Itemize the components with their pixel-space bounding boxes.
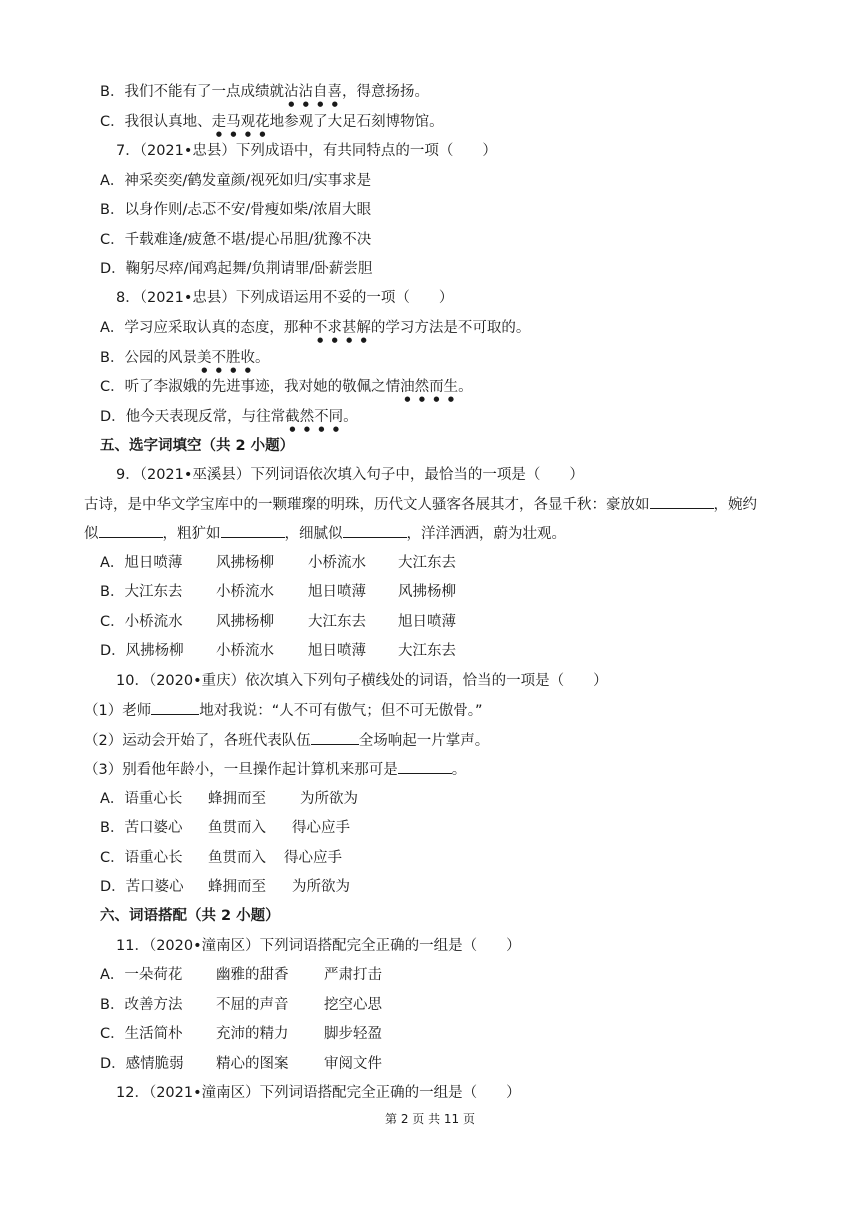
- q10-option-c: [100, 848, 342, 868]
- passage-text: 似: [84, 526, 99, 542]
- option-word: 蜂拥而至: [208, 791, 266, 807]
- sentence-text: （3）别看他年龄小，一旦操作起计算机来那可是: [84, 762, 398, 778]
- question-8: 8．（2021•忠县）下列成语运用不妥的一项（ ）: [116, 290, 454, 306]
- q10-sentence-3: [84, 759, 466, 780]
- dotted-idiom: 截然不同: [285, 409, 344, 425]
- passage-text: ，粗犷如: [162, 526, 221, 542]
- option-word: 严肃打击: [324, 967, 382, 983]
- option-label: B．苦口婆心: [100, 820, 183, 836]
- option-label: A．一朵荷花: [100, 967, 183, 983]
- option-label: B．改善方法: [100, 997, 183, 1013]
- dotted-idiom: 不求甚解: [312, 320, 371, 336]
- option-word: 幽雅的甜香: [216, 967, 289, 983]
- q10-sentence-2: [84, 730, 489, 751]
- option-word: 审阅文件: [324, 1056, 382, 1072]
- option-label: D．风拂杨柳: [100, 643, 184, 659]
- q8-option-b: [100, 348, 269, 374]
- q11-option-b: [100, 995, 382, 1015]
- q8-option-c: [100, 377, 473, 403]
- sentence-text: 。: [451, 762, 467, 778]
- option-text: 。: [458, 379, 473, 395]
- option-word: 风拂杨柳: [216, 555, 274, 571]
- option-word: 为所欲为: [300, 791, 358, 807]
- q9-option-c: [100, 612, 456, 632]
- q9-passage-line-2: [84, 523, 566, 544]
- option-text: B．公园的风景: [100, 350, 197, 366]
- option-word: 得心应手: [292, 820, 350, 836]
- option-text: ，得意扬扬。: [341, 84, 429, 100]
- q7-option-c: C．千载难逢/疲惫不堪/提心吊胆/犹豫不决: [100, 232, 372, 248]
- q9-option-b: [100, 582, 456, 602]
- option-word: 鱼贯而入: [208, 820, 266, 836]
- section-5-heading: 五、选字词填空（共 2 小题）: [100, 438, 295, 454]
- sentence-text: （1）老师: [84, 703, 152, 719]
- q8-option-d: [100, 407, 358, 433]
- option-label: C．语重心长: [100, 850, 183, 866]
- option-text: C．听了李淑娥的先进事迹，我对她的敬佩之情: [100, 379, 401, 395]
- option-text: D．他今天表现反常，与往常: [100, 409, 286, 425]
- section-6-heading: 六、词语搭配（共 2 小题）: [100, 908, 280, 924]
- sentence-text: （2）运动会开始了，各班代表队伍: [84, 733, 311, 749]
- dotted-idiom: 油然而生: [400, 379, 459, 395]
- option-word: 大江东去: [398, 555, 456, 571]
- question-7: 7．（2021•忠县）下列成语中，有共同特点的一项（ ）: [116, 143, 497, 159]
- option-line-c: [100, 112, 444, 138]
- fill-blank: [311, 730, 359, 745]
- option-label: C．小桥流水: [100, 614, 183, 630]
- option-word: 风拂杨柳: [216, 614, 274, 630]
- option-word: 脚步轻盈: [324, 1026, 382, 1042]
- q9-passage-line-1: [84, 494, 757, 515]
- q10-sentence-1: [84, 700, 483, 721]
- option-text: A．学习应采取认真的态度，那种: [100, 320, 313, 336]
- option-word: 小桥流水: [216, 584, 274, 600]
- option-text: B．我们不能有了一点成绩就: [100, 84, 284, 100]
- question-9: 9．（2021•巫溪县）下列词语依次填入句子中，最恰当的一项是（ ）: [116, 467, 584, 483]
- option-word: 精心的图案: [216, 1056, 289, 1072]
- option-word: 为所欲为: [292, 879, 350, 895]
- fill-blank: [221, 523, 285, 538]
- fill-blank: [99, 523, 163, 538]
- passage-text: 古诗，是中华文学宝库中的一颗璀璨的明珠，历代文人骚客各展其才，各显千秋：豪放如: [84, 497, 650, 513]
- option-line-b: [100, 82, 429, 108]
- dotted-idiom: 沾沾自喜: [283, 84, 342, 100]
- passage-text: ，细腻似: [284, 526, 343, 542]
- option-word: 蜂拥而至: [208, 879, 266, 895]
- question-11: 11．（2020•潼南区）下列词语搭配完全正确的一组是（ ）: [116, 938, 521, 954]
- option-word: 充沛的精力: [216, 1026, 289, 1042]
- option-label: C．生活简朴: [100, 1026, 183, 1042]
- passage-text: ，洋洋洒洒，蔚为壮观。: [406, 526, 566, 542]
- option-label: B．大江东去: [100, 584, 183, 600]
- q11-option-c: [100, 1024, 382, 1044]
- option-word: 得心应手: [284, 850, 342, 866]
- q10-option-d: [100, 877, 350, 897]
- option-label: A．旭日喷薄: [100, 555, 183, 571]
- q9-option-a: [100, 553, 456, 573]
- option-word: 大江东去: [398, 643, 456, 659]
- option-text: 地参观了大足石刻博物馆。: [269, 114, 444, 130]
- passage-text: ，婉约: [713, 497, 757, 513]
- sentence-text: 地对我说：“人不可有傲气；但不可无傲骨。”: [199, 703, 483, 719]
- option-label: D．苦口婆心: [100, 879, 184, 895]
- q11-option-d: [100, 1054, 382, 1074]
- option-text: C．我很认真地、: [100, 114, 212, 130]
- option-word: 旭日喷薄: [308, 643, 366, 659]
- option-word: 旭日喷薄: [308, 584, 366, 600]
- fill-blank: [343, 523, 407, 538]
- fill-blank: [398, 759, 452, 774]
- option-text: 。: [343, 409, 358, 425]
- option-word: 风拂杨柳: [398, 584, 456, 600]
- option-label: D．感情脆弱: [100, 1056, 184, 1072]
- fill-blank: [151, 700, 199, 715]
- question-10: 10．（2020•重庆）依次填入下列句子横线处的词语，恰当的一项是（ ）: [116, 673, 608, 689]
- option-text: 。: [254, 350, 270, 366]
- option-text: 的学习方法是不可取的。: [370, 320, 531, 336]
- option-word: 鱼贯而入: [208, 850, 266, 866]
- q11-option-a: [100, 965, 382, 985]
- option-word: 不屈的声音: [216, 997, 289, 1013]
- option-word: 旭日喷薄: [398, 614, 456, 630]
- option-word: 小桥流水: [216, 643, 274, 659]
- q9-option-d: [100, 641, 456, 661]
- q8-option-a: [100, 318, 530, 344]
- option-word: 小桥流水: [308, 555, 366, 571]
- q10-option-a: [100, 789, 358, 809]
- q7-option-a: A．神采奕奕/鹤发童颜/视死如归/实事求是: [100, 173, 372, 189]
- dotted-idiom: 美不胜收: [196, 350, 255, 366]
- fill-blank: [650, 494, 714, 509]
- sentence-text: 全场响起一片掌声。: [358, 733, 490, 749]
- q7-option-b: B．以身作则/忐忑不安/骨瘦如柴/浓眉大眼: [100, 202, 372, 218]
- question-12: 12．（2021•潼南区）下列词语搭配完全正确的一组是（ ）: [116, 1085, 521, 1101]
- option-label: A．语重心长: [100, 791, 183, 807]
- option-word: 大江东去: [308, 614, 366, 630]
- page-footer: 第 2 页 共 11 页: [385, 1112, 475, 1126]
- dotted-idiom: 走马观花: [211, 114, 270, 130]
- q10-option-b: [100, 818, 350, 838]
- q7-option-d: D．鞠躬尽瘁/闻鸡起舞/负荆请罪/卧薪尝胆: [100, 261, 373, 277]
- option-word: 挖空心思: [324, 997, 382, 1013]
